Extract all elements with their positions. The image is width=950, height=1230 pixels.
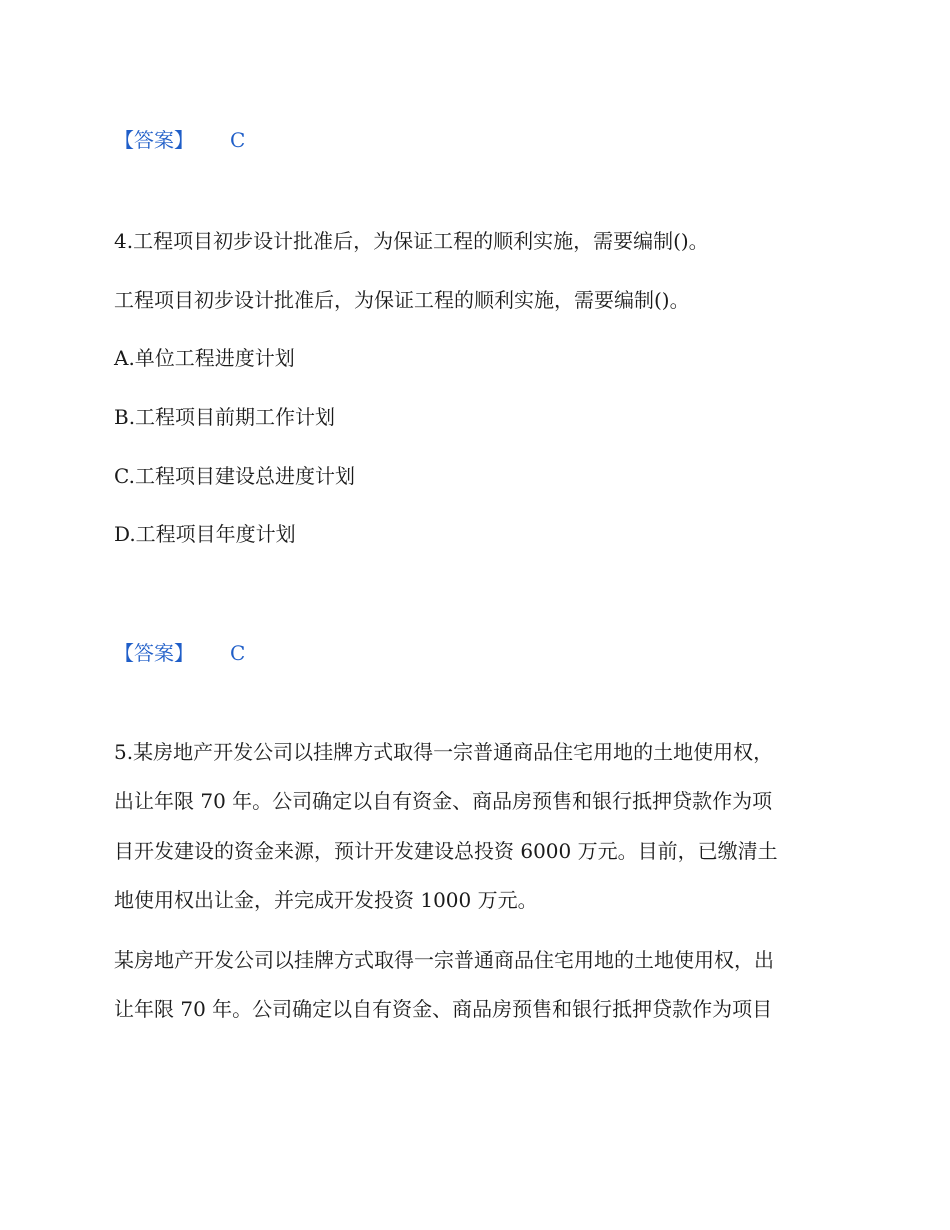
question-4-title: 4.工程项目初步设计批准后，为保证工程的顺利实施，需要编制()。 xyxy=(114,229,709,253)
question-5-line: 目开发建设的资金来源，预计开发建设总投资 6000 万元。目前，已缴清土 xyxy=(114,839,778,863)
option-d: D.工程项目年度计划 xyxy=(114,522,296,546)
question-5-line: 地使用权出让金，并完成开发投资 1000 万元。 xyxy=(114,888,538,912)
question-5-line: 5.某房地产开发公司以挂牌方式取得一宗普通商品住宅用地的土地使用权， xyxy=(114,740,774,764)
answer-label: 【答案】 xyxy=(114,641,194,665)
question-4-stem: 工程项目初步设计批准后，为保证工程的顺利实施，需要编制()。 xyxy=(114,288,690,312)
answer-label: 【答案】 xyxy=(114,128,194,152)
option-c: C.工程项目建设总进度计划 xyxy=(114,464,355,488)
question-5-line: 出让年限 70 年。公司确定以自有资金、商品房预售和银行抵押贷款作为项 xyxy=(114,789,773,813)
option-b: B.工程项目前期工作计划 xyxy=(114,405,336,429)
answer-line xyxy=(114,127,245,153)
answer-value: C xyxy=(230,128,246,152)
question-5-stem-line: 某房地产开发公司以挂牌方式取得一宗普通商品住宅用地的土地使用权，出 xyxy=(114,948,774,972)
answer-line xyxy=(114,640,245,666)
question-5-stem-line: 让年限 70 年。公司确定以自有资金、商品房预售和银行抵押贷款作为项目 xyxy=(114,997,773,1021)
answer-value: C xyxy=(230,641,246,665)
option-a: A.单位工程进度计划 xyxy=(114,346,295,370)
